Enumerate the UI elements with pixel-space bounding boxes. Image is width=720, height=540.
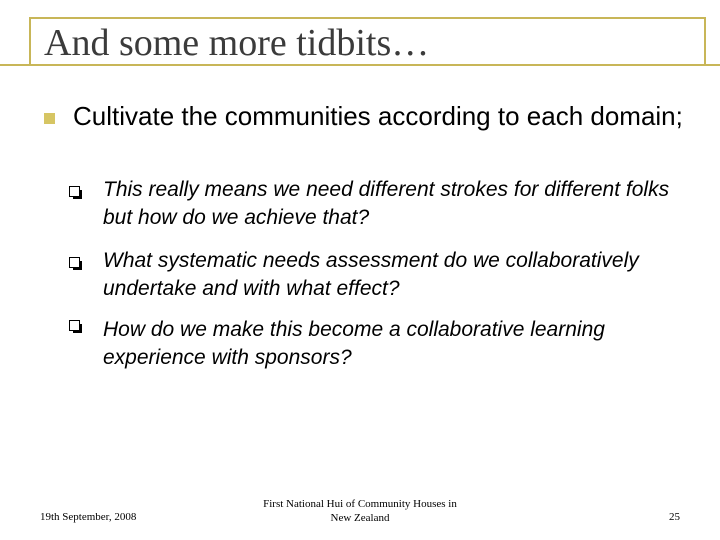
hollow-square-bullet-icon: [69, 320, 80, 331]
sub-bullet-1: This really means we need different strokes for different folks but how do we achieve that?: [103, 178, 670, 229]
title-frame-top-border: [29, 17, 706, 19]
slide-title: And some more tidbits…: [44, 22, 433, 64]
square-bullet-icon: [44, 113, 55, 124]
footer-event-line-1: First National Hui of Community Houses in: [263, 498, 457, 510]
hollow-square-bullet-icon: [69, 186, 80, 197]
title-frame-left-border: [29, 17, 31, 65]
footer-date: 19th September, 2008: [40, 511, 137, 523]
sub-bullet-2: What systematic needs assessment do we collaboratively undertake and with what effect?: [103, 249, 639, 300]
footer-event-line-2: New Zealand: [330, 512, 390, 524]
main-bullet-text: Cultivate the communities according to each domain;: [73, 101, 683, 131]
title-underline: [0, 64, 720, 66]
page-number: 25: [669, 511, 680, 523]
title-frame-right-border: [704, 17, 706, 65]
footer-event-title: [240, 497, 480, 525]
hollow-square-bullet-icon: [69, 257, 80, 268]
sub-bullet-3: How do we make this become a collaborative learning experience with sponsors?: [103, 318, 605, 369]
